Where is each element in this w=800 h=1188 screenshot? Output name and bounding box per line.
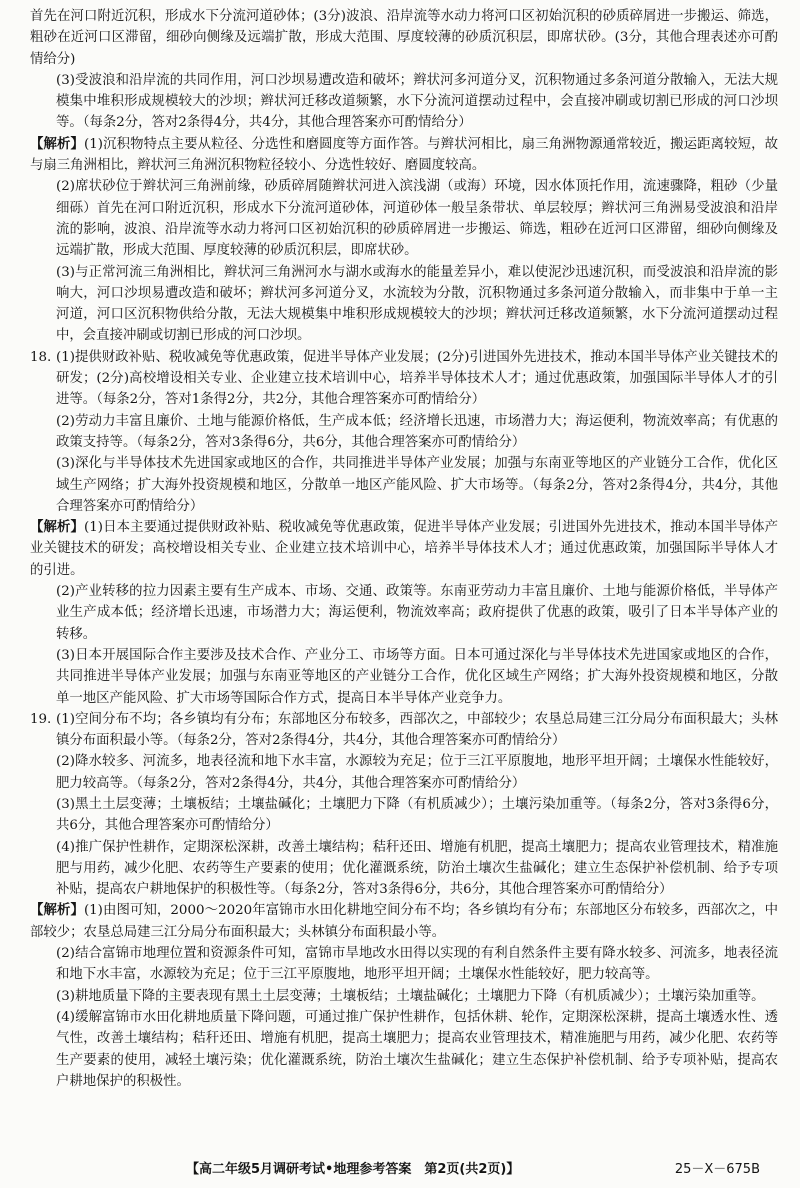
question-number: 19.: [30, 711, 52, 727]
sub-answer-paragraph: (3)与正常河流三角洲相比，辫状河三角洲河水与湖水或海水的能量差异小，难以使泥沙迅速沉积，而受波浪和沿岸流的影响大，河口沙坝易遭改造和破坏；辫状河多河道分叉，水流较为分散，沉积物通过多条河道分散输入，而非集中于单一主河道，河口区沉积物供给分散，无法大规模集中堆积形成规模较大的沙坝；辫状河迁移改道频繁，水下分流河道摆动过程中，会直接冲刷或切割已形成的河口沙坝。: [56, 264, 778, 344]
answer-text: (1)空间分布不均；各乡镇均有分布；东部地区分布较多，西部次之，中部较少；农垦总局建三江分局分布面积最大；头林镇分布面积最小等。（每条2分，答对2条得4分，共4分，其他合理答案亦可酌情给分）: [56, 711, 778, 749]
analysis-text: (1)日本主要通过提供财政补贴、税收减免等优惠政策，促进半导体产业发展；引进国外先进技术，推动本国半导体产业关键技术的研发；高校增设相关专业、企业建立技术培训中心，培养半导体技术人才；通过优惠政策，加强国际半导体人才的引进。: [30, 520, 779, 578]
question-answer: [30, 347, 778, 411]
analysis-label: 【解析】: [30, 519, 85, 536]
footer-code: 25－X－675B: [674, 1162, 760, 1177]
footer-title: 【高二年级5月调研考试•地理参考答案 第2页(共2页)】: [186, 1162, 520, 1177]
analysis-label: 【解析】: [30, 135, 85, 152]
page-footer: [0, 1158, 800, 1182]
question-number: 18.: [30, 349, 52, 365]
continued-paragraph: 首先在河口附近沉积，形成水下分流河道砂体；(3分)波浪、沿岸流等水动力将河口区初始沉积的砂质碎屑进一步搬运、筛选，粗砂在近河口区滞留，细砂向侧缘及远端扩散，形成大范围、厚度较薄的砂质沉积层，即席状砂。(3分，其他合理表述亦可酌情给分): [30, 9, 778, 67]
sub-answer-paragraph: (3)耕地质量下降的主要表现有黑土土层变薄；土壤板结；土壤盐碱化；土壤肥力下降（有机质减少）；土壤污染加重等。: [56, 988, 765, 1004]
sub-answer-paragraph: (4)推广保护性耕作，定期深松深耕，改善土壤结构；秸秆还田、增施有机肥，提高土壤肥力；提高农业管理技术，精准施肥与用药，减少化肥、农药等生产要素的使用；优化灌溉系统，防治土壤次生盐碱化；建立生态保护补偿机制、给予专项补贴，提高农户耕地保护的积极性等。（每条2分，答对3条得6分，共6分，其他合理答案亦可酌情给分）: [56, 839, 778, 898]
sub-answer-paragraph: (2)劳动力丰富且廉价、土地与能源价格低，生产成本低；经济增长迅速，市场潜力大；海运便利，物流效率高；有优惠的政策支持等。（每条2分，答对3条得6分，共6分，其他合理答案亦可酌情给分）: [56, 413, 778, 450]
sub-answer-paragraph: (2)结合富锦市地理位置和资源条件可知，富锦市旱地改水田得以实现的有利自然条件主要有降水较多、河流多，地表径流和地下水丰富，水源较为充足；位于三江平原腹地，地形平坦开阔；土壤保水性能较好，肥力较高等。: [56, 946, 778, 983]
analysis-text: (1)由图可知，2000～2020年富锦市水田化耕地空间分布不均；各乡镇均有分布；东部地区分布较多，西部次之，中部较少；农垦总局建三江分局分布面积最大；头林镇分布面积最小等。: [30, 903, 778, 940]
question-answer: [30, 709, 778, 752]
sub-answer-paragraph: (4)缓解富锦市水田化耕地质量下降问题，可通过推广保护性耕作，包括休耕、轮作，定期深松深耕，提高土壤透水性、透气性，改善土壤结构；秸秆还田、增施有机肥，提高土壤肥力；提高农业管理技术，精准施肥与用药，减少化肥、农药等生产要素的使用，减轻土壤污染；优化灌溉系统，防治土壤次生盐碱化；建立生态保护补偿机制、给予专项补贴，提高农户耕地保护的积极性。: [56, 1009, 778, 1089]
analysis-paragraph: [30, 900, 778, 943]
sub-answer-paragraph: (3)日本开展国际合作主要涉及技术合作、产业分工、市场等方面。日本可通过深化与半导体技术先进国家或地区的合作，共同推进半导体产业发展；加强与东南亚等地区的产业链分工合作，优化区域生产网络；扩大海外投资规模和地区，分散单一地区产能风险、扩大市场等国际合作方式，提高日本半导体产业竞争力。: [56, 647, 778, 706]
analysis-paragraph: [30, 517, 778, 581]
answer-content: [30, 6, 778, 1092]
analysis-label: 【解析】: [30, 902, 84, 919]
answer-text: (1)提供财政补贴、税收减免等优惠政策，促进半导体产业发展；(2分)引进国外先进技术，推动本国半导体产业关键技术的研发；(2分)高校增设相关专业、企业建立技术培训中心，培养半导体技术人才；通过优惠政策，加强国际半导体人才的引进等。（每条2分，答对1条得2分，共2分，其他合理答案亦可酌情给分）: [56, 349, 778, 408]
sub-answer-paragraph: (2)产业转移的拉力因素主要有生产成本、市场、交通、政策等。东南亚劳动力丰富且廉价、土地与能源价格低，半导体产业生产成本低；经济增长迅速，市场潜力大；海运便利，物流效率高；政府提供了优惠的政策，吸引了日本半导体产业的转移。: [56, 584, 778, 642]
sub-answer-paragraph: (3)受波浪和沿岸流的共同作用，河口沙坝易遭改造和破坏；辫状河多河道分叉，沉积物通过多条河道分散输入，无法大规模集中堆积形成规模较大的沙坝；辫状河迁移改道频繁，水下分流河道摆动过程中，会直接冲刷或切割已形成的河口沙坝等。（每条2分，答对2条得4分，共4分，其他合理答案亦可酌情给分）: [56, 72, 778, 131]
sub-answer-paragraph: (2)席状砂位于辫状河三角洲前缘，砂质碎屑随辫状河进入滨浅湖（或海）环境，因水体顶托作用，流速骤降，粗砂（少量细砾）首先在河口附近沉积，形成水下分流河道砂体，河道砂体一般呈条带状、单层较厚；辫状河三角洲易受波浪和沿岸流的影响，波浪、沿岸流等水动力将河口区初始沉积的砂质碎屑进一步搬运、筛选，粗砂在近河口区滞留，细砂向侧缘及远端扩散，形成大范围、厚度较薄的砂质沉积层，即席状砂。: [56, 179, 778, 259]
analysis-paragraph: [30, 134, 778, 177]
analysis-text: (1)沉积物特点主要从粒径、分选性和磨圆度等方面作答。与辫状河相比，扇三角洲物源通常较近，搬运距离较短，故与扇三角洲相比，辫状河三角洲沉积物粒径较小、分选性较好、磨圆度较高。: [30, 136, 779, 174]
sub-answer-paragraph: (3)深化与半导体技术先进国家或地区的合作，共同推进半导体产业发展；加强与东南亚等地区的产业链分工合作，优化区域生产网络；扩大海外投资规模和地区，分散单一地区产能风险、扩大市场等。（每条2分，答对2条得4分，共4分，其他合理答案亦可酌情给分）: [56, 456, 778, 514]
sub-answer-paragraph: (2)降水较多、河流多，地表径流和地下水丰富，水源较为充足；位于三江平原腹地，地形平坦开阔；土壤保水性能较好，肥力较高等。（每条2分，答对2条得4分，共4分，其他合理答案亦可酌情给分）: [56, 754, 778, 791]
sub-answer-paragraph: (3)黑土土层变薄；土壤板结；土壤盐碱化；土壤肥力下降（有机质减少）；土壤污染加重等。（每条2分，答对3条得6分，共6分，其他合理答案亦可酌情给分）: [56, 796, 778, 834]
